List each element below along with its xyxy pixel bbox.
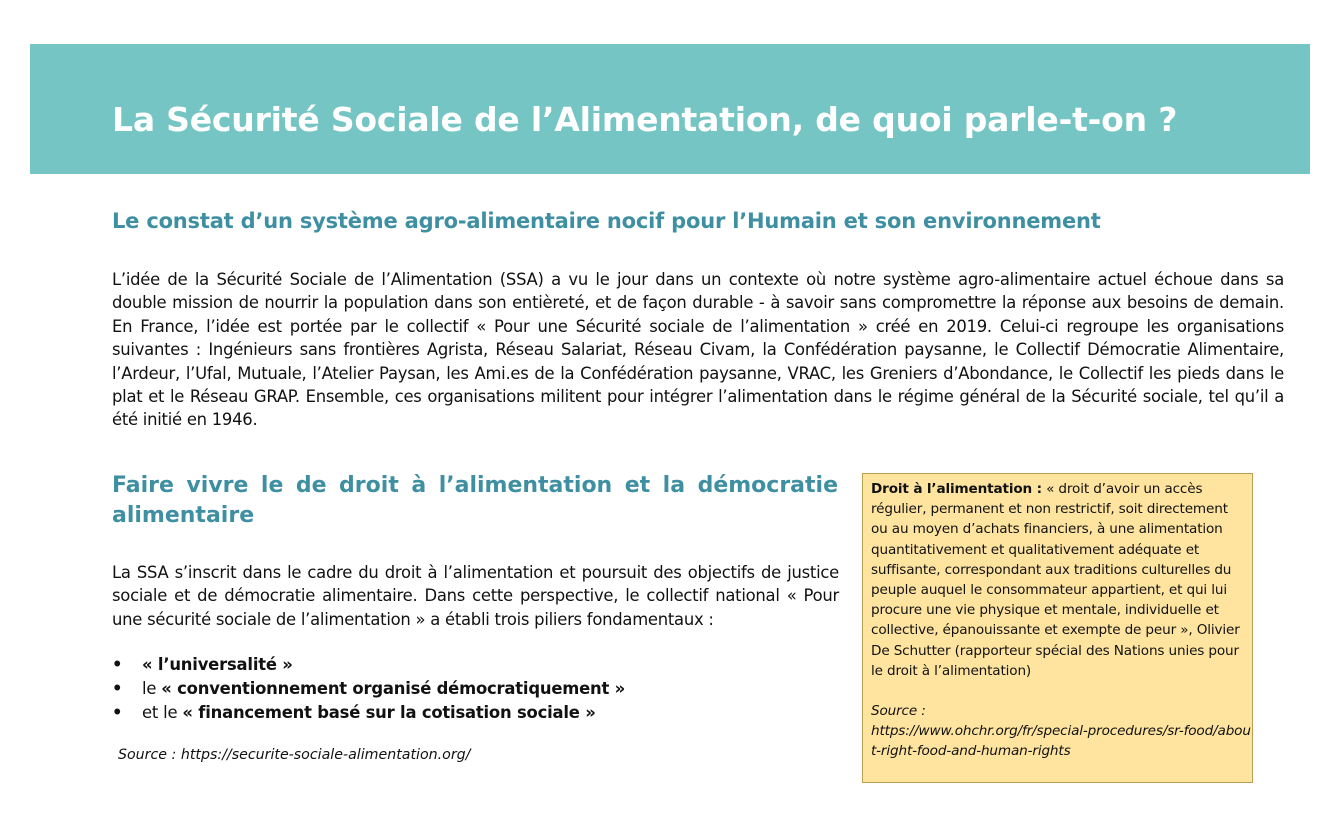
definition-source <box>871 701 1251 762</box>
pillar-prefix: et le <box>142 703 183 722</box>
definition-text <box>871 479 1244 681</box>
definition-source-url: https://www.ohchr.org/fr/special-procedures/sr-food/about-right-food-and-human-rights <box>871 723 1251 760</box>
pillars-list <box>112 653 625 725</box>
definition-source-label: Source : <box>871 703 926 720</box>
section-heading-droit: Faire vivre le de droit à l’alimentation et la démocratie alimentaire <box>112 473 838 528</box>
pillar-prefix: le <box>142 679 162 698</box>
page-title: La Sécurité Sociale de l’Alimentation, de quoi parle-t-on ? <box>112 100 1178 139</box>
pillar-label: « financement basé sur la cotisation sociale » <box>182 703 596 722</box>
bullet-icon: • <box>112 703 123 722</box>
pillar-label: « conventionnement organisé démocratiquement » <box>161 679 626 698</box>
intro-paragraph: L’idée de la Sécurité Sociale de l’Alimentation (SSA) a vu le jour dans un contexte où notre système agro-alimentaire actuel échoue dans sa double mission de nourrir la population dans son entièreté, et de façon durable - à savoir sans compromettre la réponse aux besoins de demain. En France, l’idée est portée par le collectif « Pour une Sécurité sociale de l’alimentation » créé en 2019. Celui-ci regroupe les organisations suivantes : Ingénieurs sans frontières Agrista, Réseau Salariat, Réseau Civam, la Confédération paysanne, le Collectif Démocratie Alimentaire, l’Ardeur, l’Ufal, Mutuale, l’Atelier Paysan, les Ami.es de la Confédération paysanne, VRAC, les Greniers d’Abondance, le Collectif les pieds dans le plat et le Réseau GRAP. Ensemble, ces organisations militent pour intégrer l’alimentation dans le régime général de la Sécurité sociale, tel qu’il a été initié en 1946. <box>112 270 1284 430</box>
pillar-label: « l’universalité » <box>142 655 293 674</box>
list-item <box>112 677 625 701</box>
definition-body: « droit d’avoir un accès régulier, permanent et non restrictif, soit directement ou au moyen d’achats financiers, à une alimentation quantitativement et qualitativement adéquate et suffisante, correspondant aux traditions culturelles du peuple auquel le consommateur appartient, et qui lui procure une vie physique et mentale, individuelle et collective, épanouissante et exempte de peur », Olivier De Schutter (rapporteur spécial des Nations unies pour le droit à l’alimentation) <box>871 481 1240 679</box>
bullet-icon: • <box>112 679 123 698</box>
definition-box <box>862 473 1253 783</box>
list-item <box>112 653 625 677</box>
droit-paragraph: La SSA s’inscrit dans le cadre du droit à l’alimentation et poursuit des objectifs de justice sociale et de démocratie alimentaire. Dans cette perspective, le collectif national « Pour une sécurité sociale de l’alimentation » a établi trois piliers fondamentaux : <box>112 563 839 629</box>
section-heading-constat: Le constat d’un système agro-alimentaire nocif pour l’Humain et son environnement <box>112 209 1101 233</box>
list-item <box>112 701 625 725</box>
bullet-icon: • <box>112 655 123 674</box>
source-citation: Source : https://securite-sociale-alimentation.org/ <box>118 747 471 763</box>
definition-term: Droit à l’alimentation : <box>871 481 1042 497</box>
title-banner <box>30 44 1310 174</box>
